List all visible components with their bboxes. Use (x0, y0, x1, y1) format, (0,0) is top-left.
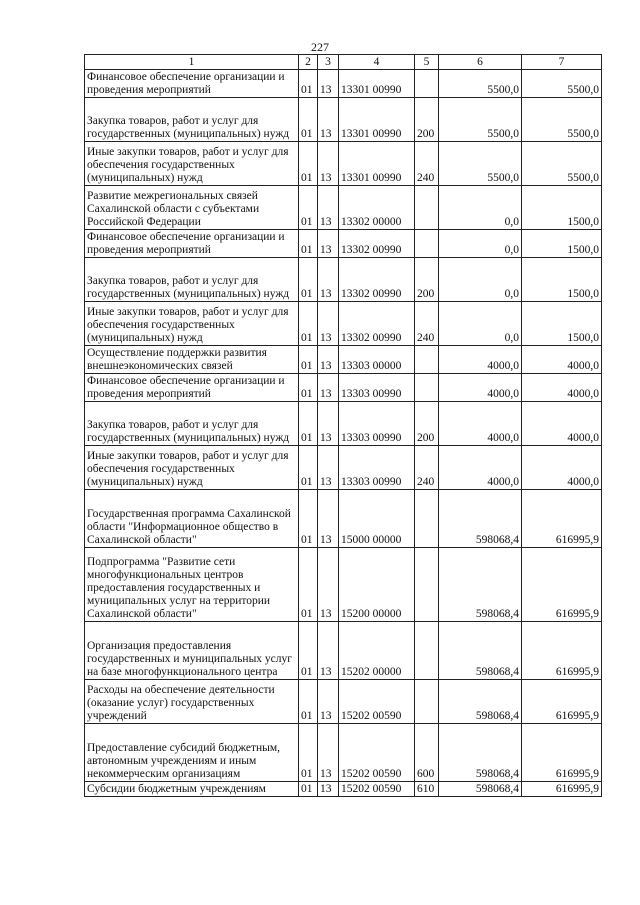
row-subsection: 13 (318, 680, 339, 724)
row-section: 01 (299, 98, 318, 142)
row-name: Иные закупки товаров, работ и услуг для обеспечения государственных (муниципальных) нужд (85, 142, 299, 186)
table-row (85, 70, 602, 98)
row-target-code: 15000 00000 (339, 490, 415, 548)
table-row (85, 724, 602, 782)
row-amount-6: 598068,4 (439, 622, 522, 680)
row-target-code: 15202 00590 (339, 680, 415, 724)
row-expense-type (415, 680, 439, 724)
row-target-code: 15202 00590 (339, 724, 415, 782)
row-amount-7: 5500,0 (522, 98, 602, 142)
table-row (85, 680, 602, 724)
row-name: Развитие межрегиональных связей Сахалинской области с субъектами Российской Федерации (85, 186, 299, 230)
table-row (85, 446, 602, 490)
row-amount-7: 616995,9 (522, 680, 602, 724)
row-name: Финансовое обеспечение организации и проведения мероприятий (85, 374, 299, 402)
row-section: 01 (299, 680, 318, 724)
row-amount-7: 616995,9 (522, 548, 602, 622)
row-name: Подпрограмма "Развитие сети многофункциональных центров предоставления государственных и муниципальных услуг на территории Сахалинской области" (85, 548, 299, 622)
row-section: 01 (299, 402, 318, 446)
row-subsection: 13 (318, 230, 339, 258)
column-header-1: 1 (85, 55, 299, 70)
table-row (85, 142, 602, 186)
row-amount-6: 0,0 (439, 302, 522, 346)
table-row (85, 622, 602, 680)
row-name: Осуществление поддержки развития внешнеэкономических связей (85, 346, 299, 374)
row-target-code: 13301 00990 (339, 142, 415, 186)
row-expense-type (415, 490, 439, 548)
row-name: Государственная программа Сахалинской области "Информационное общество в Сахалинской области" (85, 490, 299, 548)
row-target-code: 13302 00000 (339, 186, 415, 230)
row-section: 01 (299, 346, 318, 374)
row-target-code: 13303 00990 (339, 402, 415, 446)
row-amount-6: 4000,0 (439, 402, 522, 446)
row-expense-type (415, 346, 439, 374)
row-section: 01 (299, 230, 318, 258)
row-section: 01 (299, 782, 318, 797)
row-name: Закупка товаров, работ и услуг для государственных (муниципальных) нужд (85, 402, 299, 446)
row-subsection: 13 (318, 402, 339, 446)
table-row (85, 548, 602, 622)
row-amount-7: 616995,9 (522, 782, 602, 797)
row-subsection: 13 (318, 724, 339, 782)
row-target-code: 13302 00990 (339, 230, 415, 258)
row-amount-7: 4000,0 (522, 346, 602, 374)
row-amount-6: 598068,4 (439, 490, 522, 548)
row-name: Финансовое обеспечение организации и проведения мероприятий (85, 70, 299, 98)
row-section: 01 (299, 374, 318, 402)
row-section: 01 (299, 622, 318, 680)
table-row (85, 186, 602, 230)
row-section: 01 (299, 490, 318, 548)
row-name: Расходы на обеспечение деятельности (оказание услуг) государственных учреждений (85, 680, 299, 724)
table-row (85, 346, 602, 374)
row-amount-6: 0,0 (439, 258, 522, 302)
row-amount-7: 4000,0 (522, 402, 602, 446)
header-row (85, 55, 602, 70)
row-expense-type (415, 622, 439, 680)
row-target-code: 15202 00000 (339, 622, 415, 680)
column-header-5: 5 (415, 55, 439, 70)
row-amount-6: 598068,4 (439, 680, 522, 724)
row-target-code: 13302 00990 (339, 302, 415, 346)
row-amount-6: 0,0 (439, 230, 522, 258)
row-name: Иные закупки товаров, работ и услуг для обеспечения государственных (муниципальных) нужд (85, 302, 299, 346)
row-amount-7: 1500,0 (522, 302, 602, 346)
row-subsection: 13 (318, 782, 339, 797)
row-amount-7: 1500,0 (522, 258, 602, 302)
row-amount-6: 5500,0 (439, 98, 522, 142)
table-row (85, 402, 602, 446)
row-amount-6: 4000,0 (439, 374, 522, 402)
column-header-3: 3 (318, 55, 339, 70)
row-amount-6: 0,0 (439, 186, 522, 230)
row-target-code: 13301 00990 (339, 98, 415, 142)
row-amount-6: 598068,4 (439, 724, 522, 782)
row-section: 01 (299, 70, 318, 98)
row-section: 01 (299, 258, 318, 302)
row-subsection: 13 (318, 142, 339, 186)
row-amount-7: 1500,0 (522, 230, 602, 258)
row-expense-type (415, 548, 439, 622)
row-name: Организация предоставления государственных и муниципальных услуг на базе многофункционального центра (85, 622, 299, 680)
column-header-7: 7 (522, 55, 602, 70)
row-section: 01 (299, 186, 318, 230)
row-target-code: 15200 00000 (339, 548, 415, 622)
row-target-code: 13301 00990 (339, 70, 415, 98)
row-name: Финансовое обеспечение организации и проведения мероприятий (85, 230, 299, 258)
row-amount-7: 5500,0 (522, 70, 602, 98)
row-expense-type: 200 (415, 402, 439, 446)
row-expense-type (415, 374, 439, 402)
row-amount-7: 616995,9 (522, 490, 602, 548)
row-target-code: 13303 00990 (339, 374, 415, 402)
table-row (85, 374, 602, 402)
column-header-4: 4 (339, 55, 415, 70)
row-subsection: 13 (318, 490, 339, 548)
row-amount-7: 616995,9 (522, 622, 602, 680)
row-subsection: 13 (318, 98, 339, 142)
row-subsection: 13 (318, 446, 339, 490)
row-name: Иные закупки товаров, работ и услуг для обеспечения государственных (муниципальных) нужд (85, 446, 299, 490)
row-section: 01 (299, 724, 318, 782)
row-subsection: 13 (318, 622, 339, 680)
row-expense-type (415, 230, 439, 258)
row-amount-7: 5500,0 (522, 142, 602, 186)
row-subsection: 13 (318, 186, 339, 230)
page-number: 227 (311, 40, 329, 54)
row-amount-6: 598068,4 (439, 548, 522, 622)
row-target-code: 13302 00990 (339, 258, 415, 302)
row-subsection: 13 (318, 258, 339, 302)
row-section: 01 (299, 142, 318, 186)
row-subsection: 13 (318, 302, 339, 346)
row-expense-type: 200 (415, 258, 439, 302)
column-header-2: 2 (299, 55, 318, 70)
row-target-code: 13303 00000 (339, 346, 415, 374)
row-expense-type: 600 (415, 724, 439, 782)
row-expense-type: 200 (415, 98, 439, 142)
row-name: Закупка товаров, работ и услуг для государственных (муниципальных) нужд (85, 258, 299, 302)
row-amount-6: 598068,4 (439, 782, 522, 797)
row-section: 01 (299, 302, 318, 346)
row-amount-7: 616995,9 (522, 724, 602, 782)
row-amount-6: 4000,0 (439, 346, 522, 374)
row-section: 01 (299, 548, 318, 622)
row-name: Закупка товаров, работ и услуг для государственных (муниципальных) нужд (85, 98, 299, 142)
table-row (85, 230, 602, 258)
row-expense-type: 240 (415, 302, 439, 346)
row-expense-type (415, 70, 439, 98)
row-amount-6: 5500,0 (439, 70, 522, 98)
table-row (85, 782, 602, 797)
table-row (85, 258, 602, 302)
row-amount-7: 4000,0 (522, 374, 602, 402)
row-subsection: 13 (318, 548, 339, 622)
row-amount-7: 4000,0 (522, 446, 602, 490)
row-subsection: 13 (318, 70, 339, 98)
row-expense-type: 240 (415, 142, 439, 186)
row-name: Предоставление субсидий бюджетным, автономным учреждениям и иным некоммерческим организациям (85, 724, 299, 782)
table-row (85, 490, 602, 548)
table-row (85, 98, 602, 142)
row-expense-type: 610 (415, 782, 439, 797)
row-target-code: 15202 00590 (339, 782, 415, 797)
row-expense-type (415, 186, 439, 230)
row-target-code: 13303 00990 (339, 446, 415, 490)
row-name: Субсидии бюджетным учреждениям (85, 782, 299, 797)
budget-table (84, 54, 602, 797)
row-expense-type: 240 (415, 446, 439, 490)
row-subsection: 13 (318, 346, 339, 374)
row-subsection: 13 (318, 374, 339, 402)
row-amount-6: 5500,0 (439, 142, 522, 186)
table-row (85, 302, 602, 346)
row-amount-7: 1500,0 (522, 186, 602, 230)
row-section: 01 (299, 446, 318, 490)
column-header-6: 6 (439, 55, 522, 70)
row-amount-6: 4000,0 (439, 446, 522, 490)
